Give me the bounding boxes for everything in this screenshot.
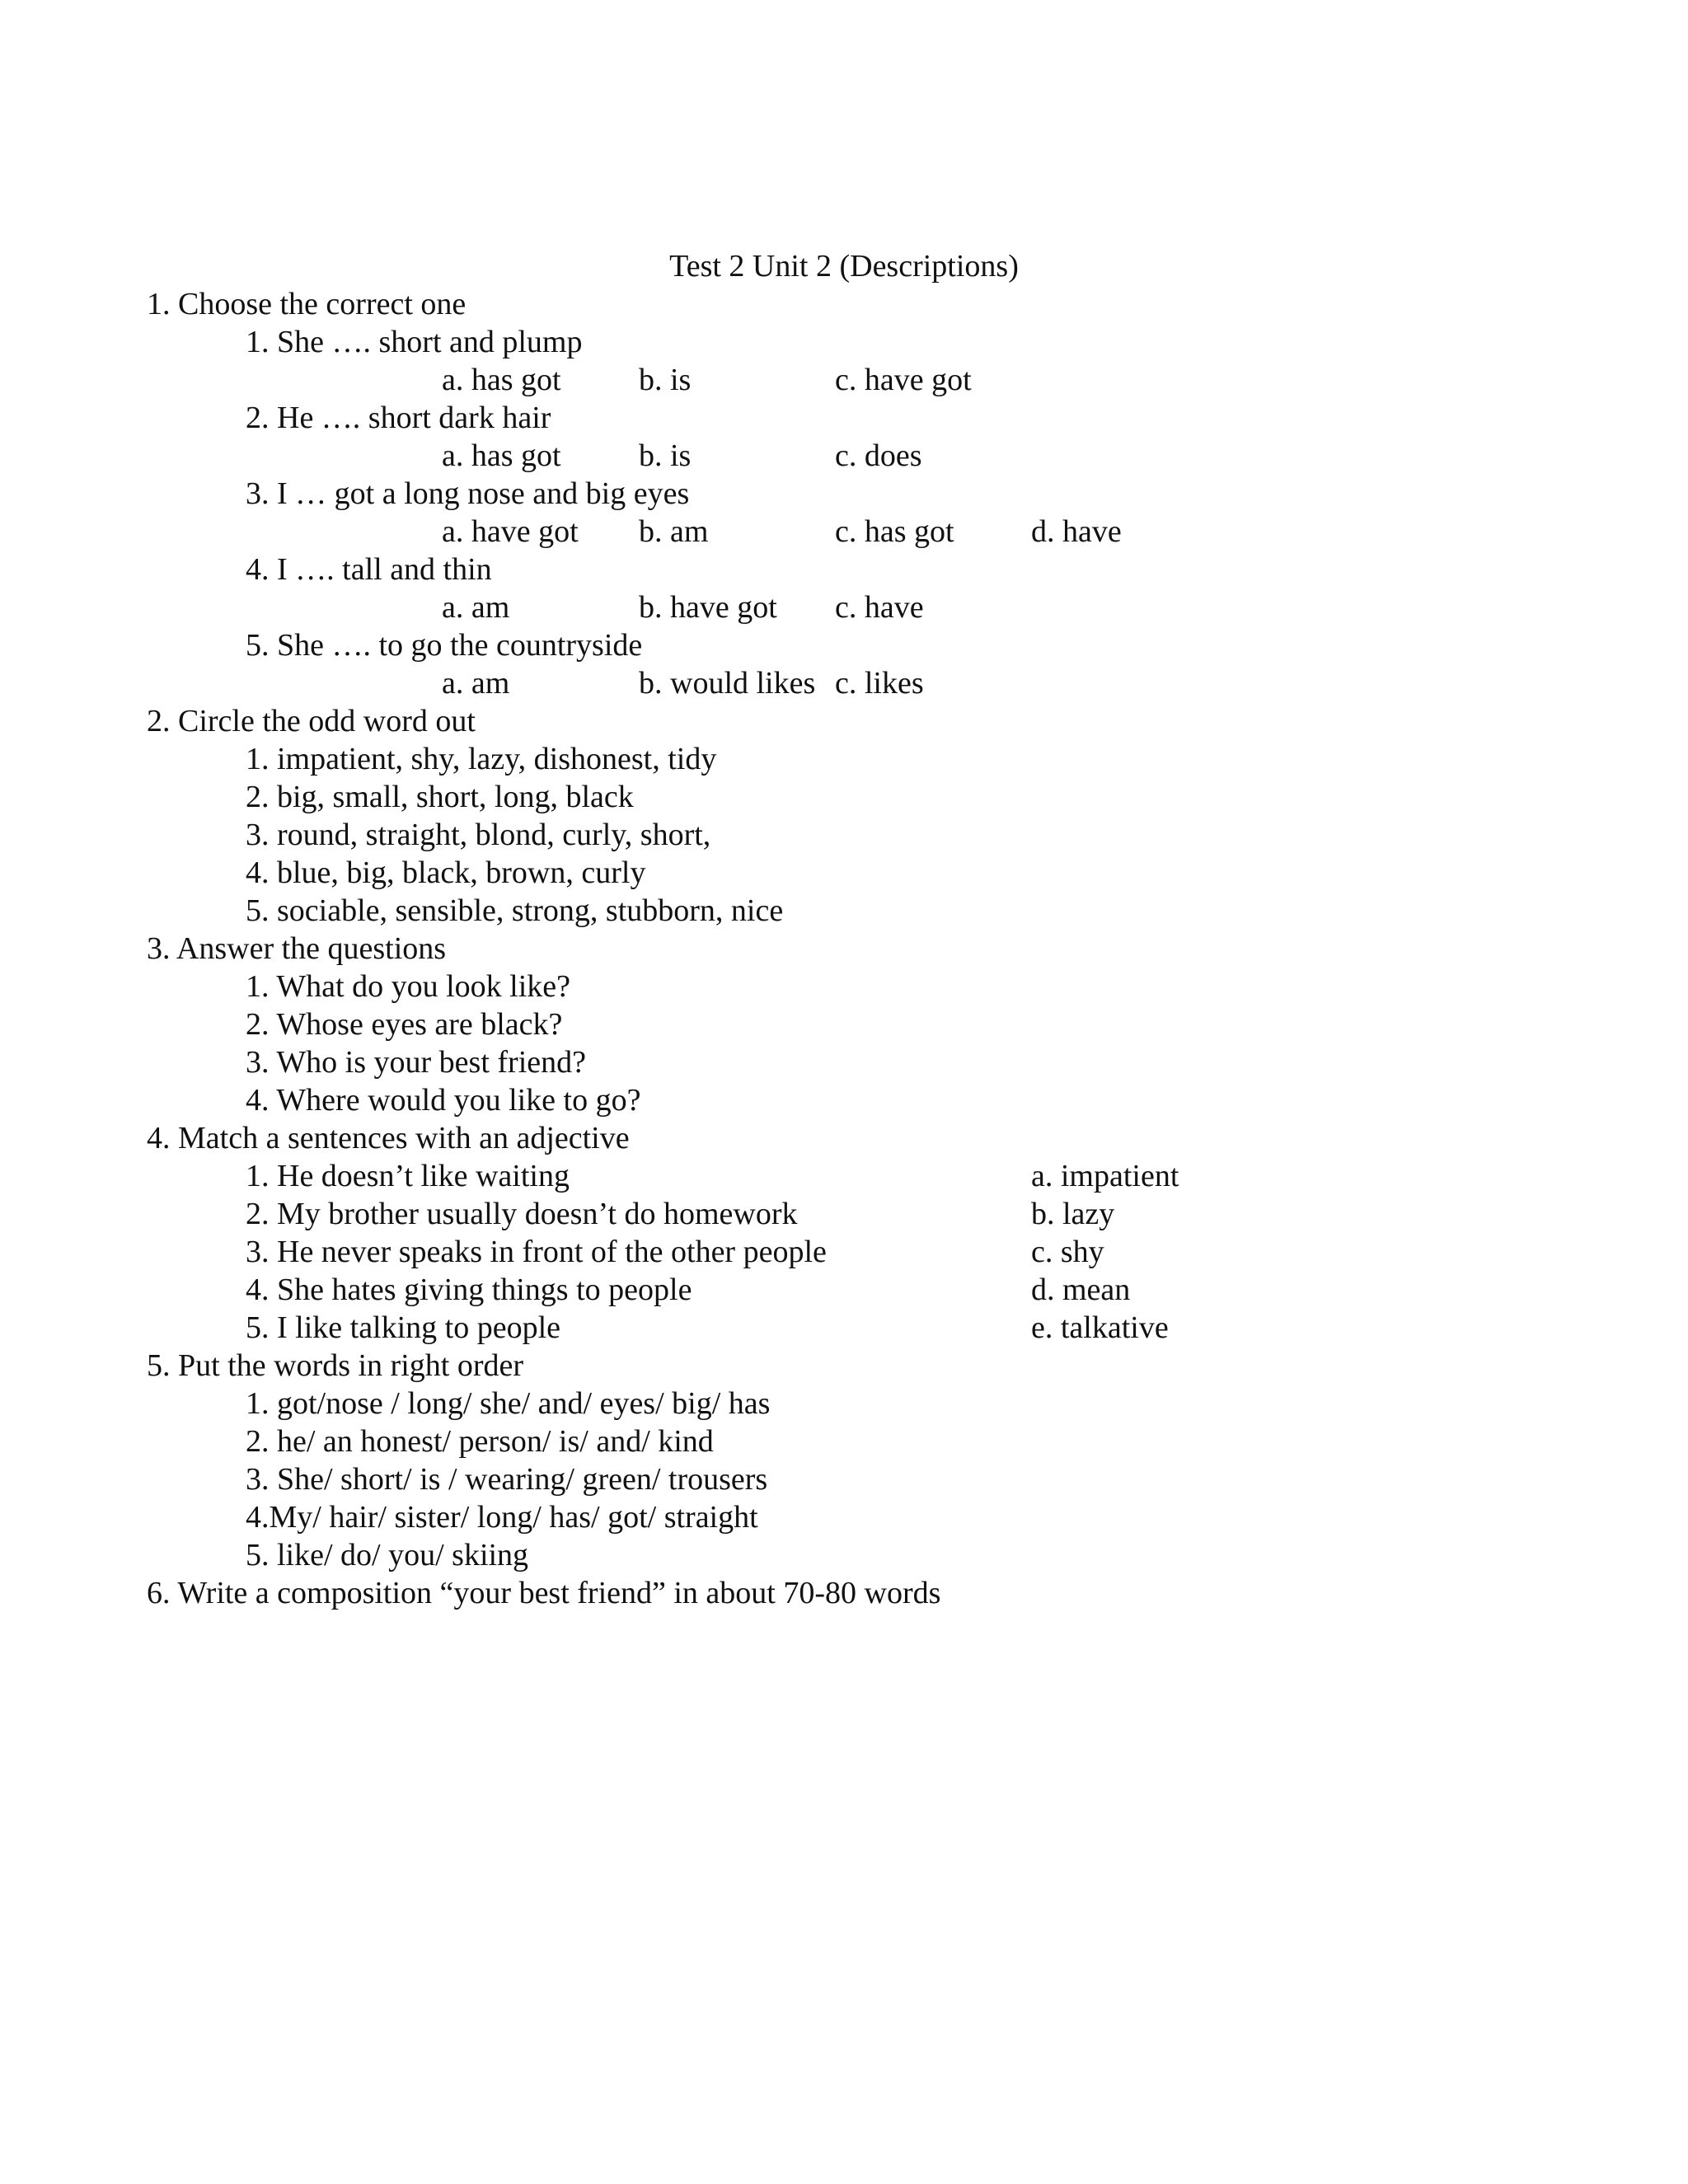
- odd-word-item-5: 5. sociable, sensible, strong, stubborn, nice: [246, 893, 784, 928]
- page-title: Test 2 Unit 2 (Descriptions): [669, 249, 1019, 284]
- section-2-heading: 2. Circle the odd word out: [147, 704, 476, 738]
- question-1-2: 2. He …. short dark hair: [246, 401, 551, 435]
- answer-question-1: 1. What do you look like?: [246, 969, 571, 1004]
- match-adjective-e: e. talkative: [1031, 1310, 1169, 1345]
- match-adjective-c: c. shy: [1031, 1235, 1104, 1269]
- odd-word-item-3: 3. round, straight, blond, curly, short,: [246, 818, 711, 852]
- option-1-5-b: b. would likes: [639, 666, 816, 701]
- match-sentence-2: 2. My brother usually doesn’t do homework: [246, 1197, 798, 1231]
- option-1-4-a: a. am: [442, 590, 510, 625]
- question-1-5: 5. She …. to go the countryside: [246, 628, 643, 663]
- option-1-5-c: c. likes: [835, 666, 924, 701]
- option-1-2-a: a. has got: [442, 438, 561, 473]
- option-1-3-a: a. have got: [442, 514, 579, 549]
- word-order-item-2: 2. he/ an honest/ person/ is/ and/ kind: [246, 1424, 714, 1459]
- option-1-1-b: b. is: [639, 363, 692, 397]
- section-6-heading: 6. Write a composition “your best friend” in about 70-80 words: [147, 1576, 941, 1610]
- match-sentence-4: 4. She hates giving things to people: [246, 1272, 692, 1307]
- option-1-1-a: a. has got: [442, 363, 561, 397]
- option-1-2-c: c. does: [835, 438, 922, 473]
- option-1-1-c: c. have got: [835, 363, 972, 397]
- word-order-item-4: 4.My/ hair/ sister/ long/ has/ got/ straight: [246, 1500, 758, 1535]
- odd-word-item-2: 2. big, small, short, long, black: [246, 780, 634, 814]
- match-sentence-1: 1. He doesn’t like waiting: [246, 1159, 570, 1193]
- option-1-4-b: b. have got: [639, 590, 777, 625]
- match-sentence-5: 5. I like talking to people: [246, 1310, 561, 1345]
- answer-question-2: 2. Whose eyes are black?: [246, 1007, 563, 1042]
- word-order-item-3: 3. She/ short/ is / wearing/ green/ trousers: [246, 1462, 768, 1497]
- odd-word-item-1: 1. impatient, shy, lazy, dishonest, tidy: [246, 742, 717, 776]
- option-1-2-b: b. is: [639, 438, 692, 473]
- match-adjective-a: a. impatient: [1031, 1159, 1179, 1193]
- odd-word-item-4: 4. blue, big, black, brown, curly: [246, 855, 646, 890]
- answer-question-4: 4. Where would you like to go?: [246, 1083, 641, 1118]
- option-1-4-c: c. have: [835, 590, 924, 625]
- section-5-heading: 5. Put the words in right order: [147, 1348, 524, 1383]
- word-order-item-5: 5. like/ do/ you/ skiing: [246, 1538, 529, 1572]
- option-1-5-a: a. am: [442, 666, 510, 701]
- question-1-3: 3. I … got a long nose and big eyes: [246, 476, 690, 511]
- answer-question-3: 3. Who is your best friend?: [246, 1045, 586, 1080]
- section-1-heading: 1. Choose the correct one: [147, 287, 467, 321]
- section-4-heading: 4. Match a sentences with an adjective: [147, 1121, 630, 1155]
- section-3-heading: 3. Answer the questions: [147, 931, 447, 966]
- match-adjective-d: d. mean: [1031, 1272, 1131, 1307]
- question-1-4: 4. I …. tall and thin: [246, 552, 492, 587]
- match-adjective-b: b. lazy: [1031, 1197, 1115, 1231]
- match-sentence-3: 3. He never speaks in front of the other people: [246, 1235, 827, 1269]
- option-1-3-b: b. am: [639, 514, 709, 549]
- question-1-1: 1. She …. short and plump: [246, 325, 583, 359]
- option-1-3-d: d. have: [1031, 514, 1122, 549]
- word-order-item-1: 1. got/nose / long/ she/ and/ eyes/ big/ has: [246, 1386, 771, 1421]
- option-1-3-c: c. has got: [835, 514, 954, 549]
